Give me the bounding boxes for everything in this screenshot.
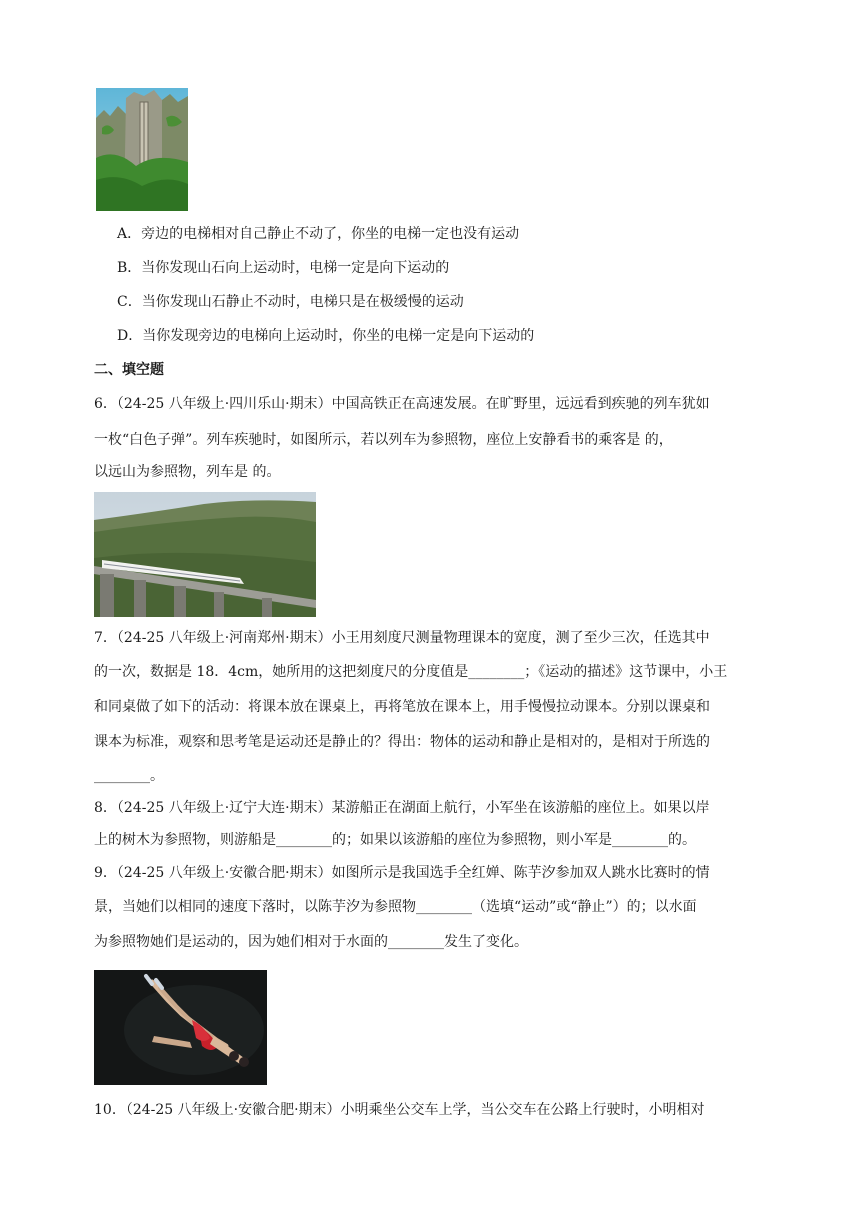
cliff-elevator-image [96, 88, 188, 211]
q7-line-1: 7．（24-25 八年级上·河南郑州·期末）小王用刻度尺测量物理课本的宽度，测了至少三次，任选其中 [94, 630, 710, 646]
q9-line-3: 为参照物她们是运动的，因为她们相对于水面的________发生了变化。 [94, 934, 528, 950]
q6-line-1: 6．（24-25 八年级上·四川乐山·期末）中国高铁正在高速发展。在旷野里，远远看到疾驰的列车犹如 [94, 396, 710, 412]
q7-line-5: ________。 [94, 768, 164, 784]
q10-line-1: 10．（24-25 八年级上·安徽合肥·期末）小明乘坐公交车上学，当公交车在公路上行驶时，小明相对 [94, 1102, 705, 1118]
high-speed-train-image [94, 492, 316, 617]
q7-line-2: 的一次，数据是 18．4cm，她所用的这把刻度尺的分度值是________；《运动的描述》这节课中，小王 [94, 664, 728, 680]
option-a: A．旁边的电梯相对自己静止不动了，你坐的电梯一定也没有运动 [117, 226, 520, 242]
option-b: B．当你发现山石向上运动时，电梯一定是向下运动的 [117, 260, 450, 276]
synchronized-diving-image [94, 970, 267, 1085]
q6-line-3: 以远山为参照物，列车是 的。 [94, 464, 281, 480]
q7-line-3: 和同桌做了如下的活动：将课本放在课桌上，再将笔放在课本上，用手慢慢拉动课本。分别以课桌和 [94, 699, 710, 715]
q9-line-2: 景，当她们以相同的速度下落时，以陈芋汐为参照物________（选填“运动”或“静止”）的；以水面 [94, 899, 697, 915]
q6-line-2: 一枚“白色子弹”。列车疾驰时，如图所示，若以列车为参照物，座位上安静看书的乘客是 的， [94, 432, 673, 448]
q9-line-1: 9．（24-25 八年级上·安徽合肥·期末）如图所示是我国选手全红婵、陈芋汐参加双人跳水比赛时的情 [94, 865, 710, 881]
q7-line-4: 课本为标准，观察和思考笔是运动还是静止的？得出：物体的运动和静止是相对的，是相对于所选的 [94, 734, 710, 750]
option-d: D．当你发现旁边的电梯向上运动时，你坐的电梯一定是向下运动的 [117, 328, 535, 344]
q8-line-2: 上的树木为参照物，则游船是________的；如果以该游船的座位为参照物，则小军是________的。 [94, 832, 696, 848]
q8-line-1: 8．（24-25 八年级上·辽宁大连·期末）某游船正在湖面上航行，小军坐在该游船的座位上。如果以岸 [94, 800, 710, 816]
option-c: C．当你发现山石静止不动时，电梯只是在极缓慢的运动 [117, 294, 464, 310]
section-title: 二、填空题 [94, 362, 164, 378]
